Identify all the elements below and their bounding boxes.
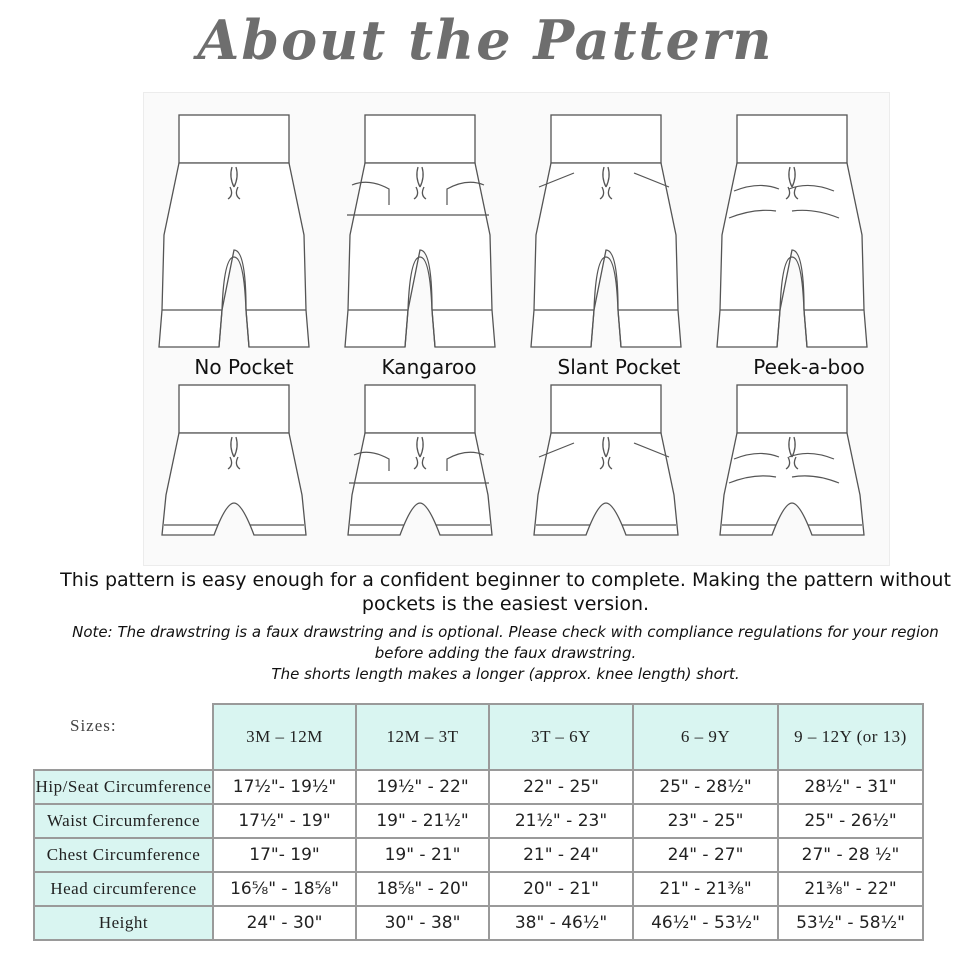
table-row xyxy=(34,906,923,940)
table-cell: 24" - 30" xyxy=(213,906,356,940)
size-chart-table xyxy=(33,703,924,941)
row-label: Height xyxy=(34,906,213,940)
row-label: Head circumference xyxy=(34,872,213,906)
sizes-corner xyxy=(34,704,213,770)
pattern-drawings xyxy=(143,92,890,566)
drawing-slant-pocket-shorts xyxy=(534,385,678,535)
table-row xyxy=(34,872,923,906)
table-cell: 25" - 28½" xyxy=(633,770,778,804)
table-row xyxy=(34,838,923,872)
drawing-kangaroo-pants xyxy=(345,115,495,347)
table-cell: 19" - 21½" xyxy=(356,804,489,838)
table-cell: 28½" - 31" xyxy=(778,770,923,804)
length-note: The shorts length makes a longer (approx. knee length) short. xyxy=(271,665,740,683)
row-label: Chest Circumference xyxy=(34,838,213,872)
table-cell: 25" - 26½" xyxy=(778,804,923,838)
table-cell: 20" - 21" xyxy=(489,872,633,906)
table-cell: 19" - 21" xyxy=(356,838,489,872)
size-column-header: 9 – 12Y (or 13) xyxy=(778,704,923,770)
size-column-header: 3M – 12M xyxy=(213,704,356,770)
size-column-header: 6 – 9Y xyxy=(633,704,778,770)
drawing-kangaroo-shorts xyxy=(348,385,492,535)
table-cell: 46½" - 53½" xyxy=(633,906,778,940)
sizes-label: Sizes: xyxy=(70,716,117,735)
table-cell: 22" - 25" xyxy=(489,770,633,804)
table-cell: 17"- 19" xyxy=(213,838,356,872)
drawing-slant-pocket-pants xyxy=(531,115,681,347)
table-cell: 17½"- 19½" xyxy=(213,770,356,804)
page-title: About the Pattern xyxy=(197,8,774,72)
variant-label-no-pocket: No Pocket xyxy=(194,355,294,379)
size-column-header: 3T – 6Y xyxy=(489,704,633,770)
variant-label-slant-pocket: Slant Pocket xyxy=(557,355,681,379)
variant-label-peekaboo: Peek-a-boo xyxy=(753,355,865,379)
drawstring-note: Note: The drawstring is a faux drawstring and is optional. Please check with compliance regulations for your region before adding the faux drawstring. xyxy=(72,623,939,662)
table-cell: 16⅝" - 18⅝" xyxy=(213,872,356,906)
table-cell: 17½" - 19" xyxy=(213,804,356,838)
table-row xyxy=(34,804,923,838)
table-cell: 21" - 21⅜" xyxy=(633,872,778,906)
table-cell: 21½" - 23" xyxy=(489,804,633,838)
size-header-row xyxy=(34,704,923,770)
pattern-description: This pattern is easy enough for a confident beginner to complete. Making the pattern without pockets is the easiest version. xyxy=(60,569,951,615)
table-cell: 53½" - 58½" xyxy=(778,906,923,940)
table-cell: 21" - 24" xyxy=(489,838,633,872)
drawing-no-pocket-pants xyxy=(159,115,309,347)
table-cell: 18⅝" - 20" xyxy=(356,872,489,906)
drawing-peekaboo-pants xyxy=(717,115,867,347)
table-cell: 38" - 46½" xyxy=(489,906,633,940)
pattern-notes xyxy=(60,622,951,685)
row-label: Hip/Seat Circumference xyxy=(34,770,213,804)
variant-label-kangaroo: Kangaroo xyxy=(381,355,477,379)
table-cell: 19½" - 22" xyxy=(356,770,489,804)
drawing-peekaboo-shorts xyxy=(720,385,864,535)
table-cell: 23" - 25" xyxy=(633,804,778,838)
table-cell: 30" - 38" xyxy=(356,906,489,940)
row-label: Waist Circumference xyxy=(34,804,213,838)
table-cell: 24" - 27" xyxy=(633,838,778,872)
table-cell: 21⅜" - 22" xyxy=(778,872,923,906)
table-row xyxy=(34,770,923,804)
drawing-no-pocket-shorts xyxy=(162,385,306,535)
pattern-illustrations xyxy=(144,93,889,565)
table-cell: 27" - 28 ½" xyxy=(778,838,923,872)
size-column-header: 12M – 3T xyxy=(356,704,489,770)
